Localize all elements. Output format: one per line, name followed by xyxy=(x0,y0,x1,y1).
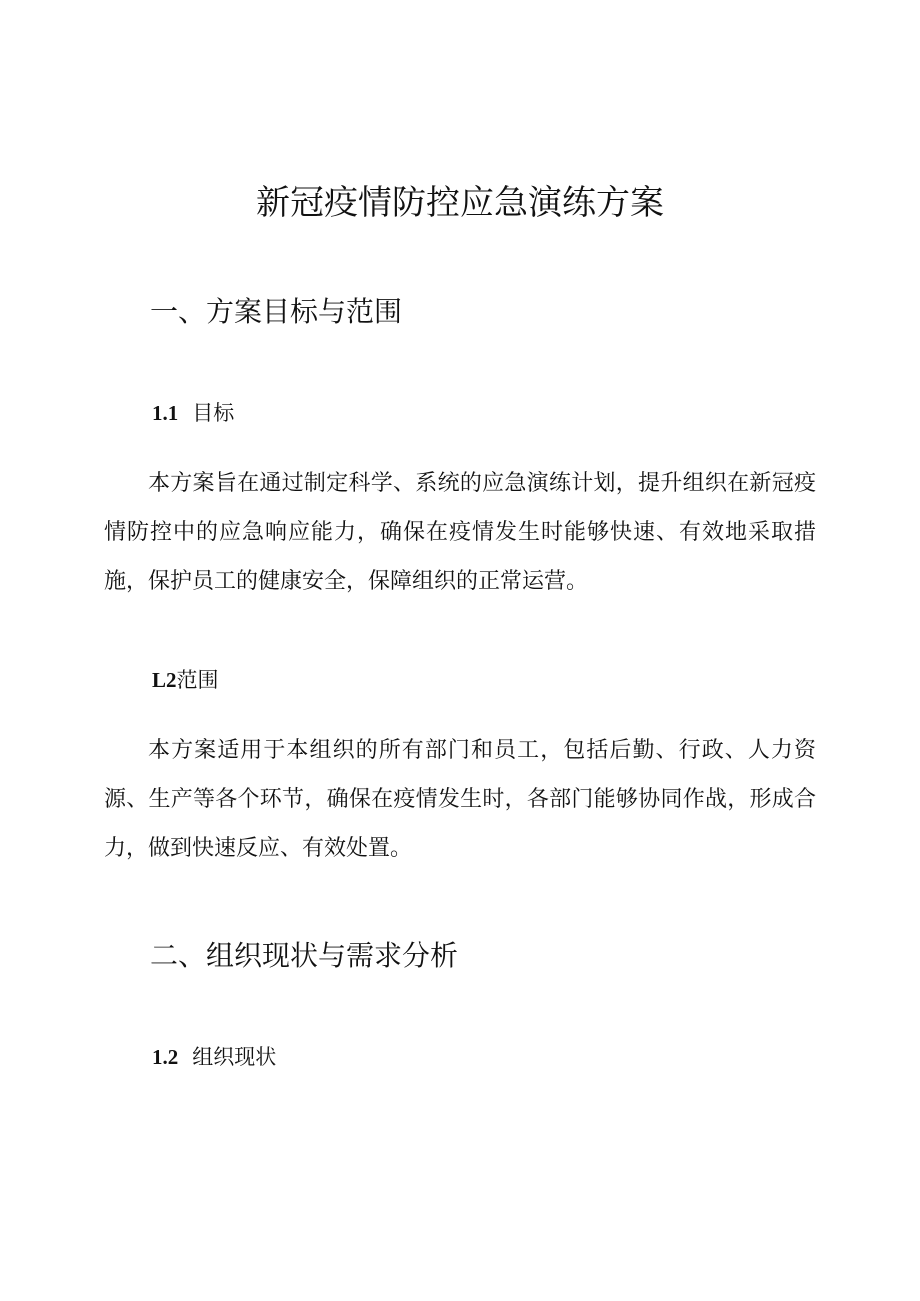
subsection-heading-1-1 xyxy=(152,398,234,428)
subsection-title: 目标 xyxy=(192,401,235,425)
section-heading-1: 一、方案目标与范围 xyxy=(150,295,403,328)
subsection-heading-2-1 xyxy=(152,1042,276,1072)
paragraph-scope: 本方案适用于本组织的所有部门和员工，包括后勤、行政、人力资源、生产等各个环节，确保在疫情发生时，各部门能够协同作战，形成合力，做到快速反应、有效处置。 xyxy=(104,738,816,861)
subsection-title: 范围 xyxy=(176,668,219,692)
document-title: 新冠疫情防控应急演练方案 xyxy=(256,183,664,223)
paragraph-goal: 本方案旨在通过制定科学、系统的应急演练计划，提升组织在新冠疫情防控中的应急响应能力，确保在疫情发生时能够快速、有效地采取措施，保护员工的健康安全，保障组织的正常运营。 xyxy=(104,471,816,594)
subsection-number: L2 xyxy=(152,668,177,692)
subsection-title: 组织现状 xyxy=(192,1045,277,1069)
section-heading-2: 二、组织现状与需求分析 xyxy=(150,939,459,972)
subsection-heading-1-2 xyxy=(152,665,219,695)
subsection-number: 1.1 xyxy=(152,401,179,425)
subsection-number: 1.2 xyxy=(152,1045,179,1069)
